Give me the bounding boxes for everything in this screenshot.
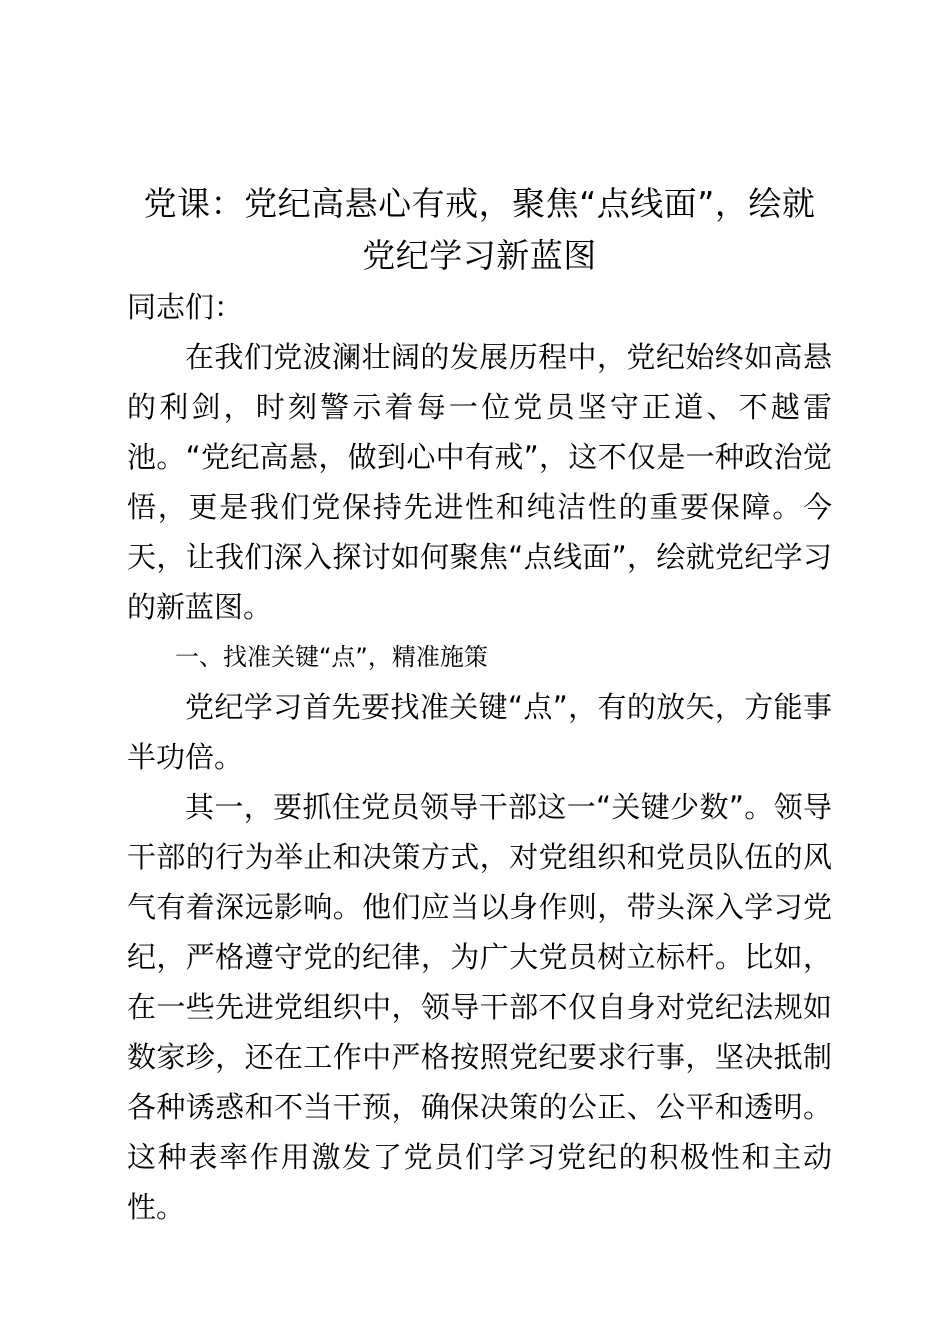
document-body	[127, 178, 832, 1232]
section-heading-1: 一、找准关键“点”，精准施策	[175, 643, 488, 671]
greeting: 同志们：	[127, 290, 244, 324]
document-title: 党课：党纪高悬心有戒，聚焦“点线面”，绘就党纪学习新蓝图	[143, 184, 816, 275]
section-1-paragraph-1: 党纪学习首先要找准关键“点”，有的放矢，方能事半功倍。	[127, 690, 832, 774]
section-1-paragraph-2: 其一，要抓住党员领导干部这一“关键少数”。领导干部的行为举止和决策方式，对党组织和党员队伍的风气有着深远影响。他们应当以身作则，带头深入学习党纪，严格遵守党的纪律，为广大党员树立标杆。比如，在一些先进党组织中，领导干部不仅自身对党纪法规如数家珍，还在工作中严格按照党纪要求行事，坚决抵制各种诱惑和不当干预，确保决策的公正、公平和透明。这种表率作用激发了党员们学习党纪的积极性和主动性。	[127, 790, 832, 1224]
intro-paragraph: 在我们党波澜壮阔的发展历程中，党纪始终如高悬的利剑，时刻警示着每一位党员坚守正道、不越雷池。“党纪高悬，做到心中有戒”，这不仅是一种政治觉悟，更是我们党保持先进性和纯洁性的重要保障。今天，让我们深入探讨如何聚焦“点线面”，绘就党纪学习的新蓝图。	[127, 340, 832, 624]
